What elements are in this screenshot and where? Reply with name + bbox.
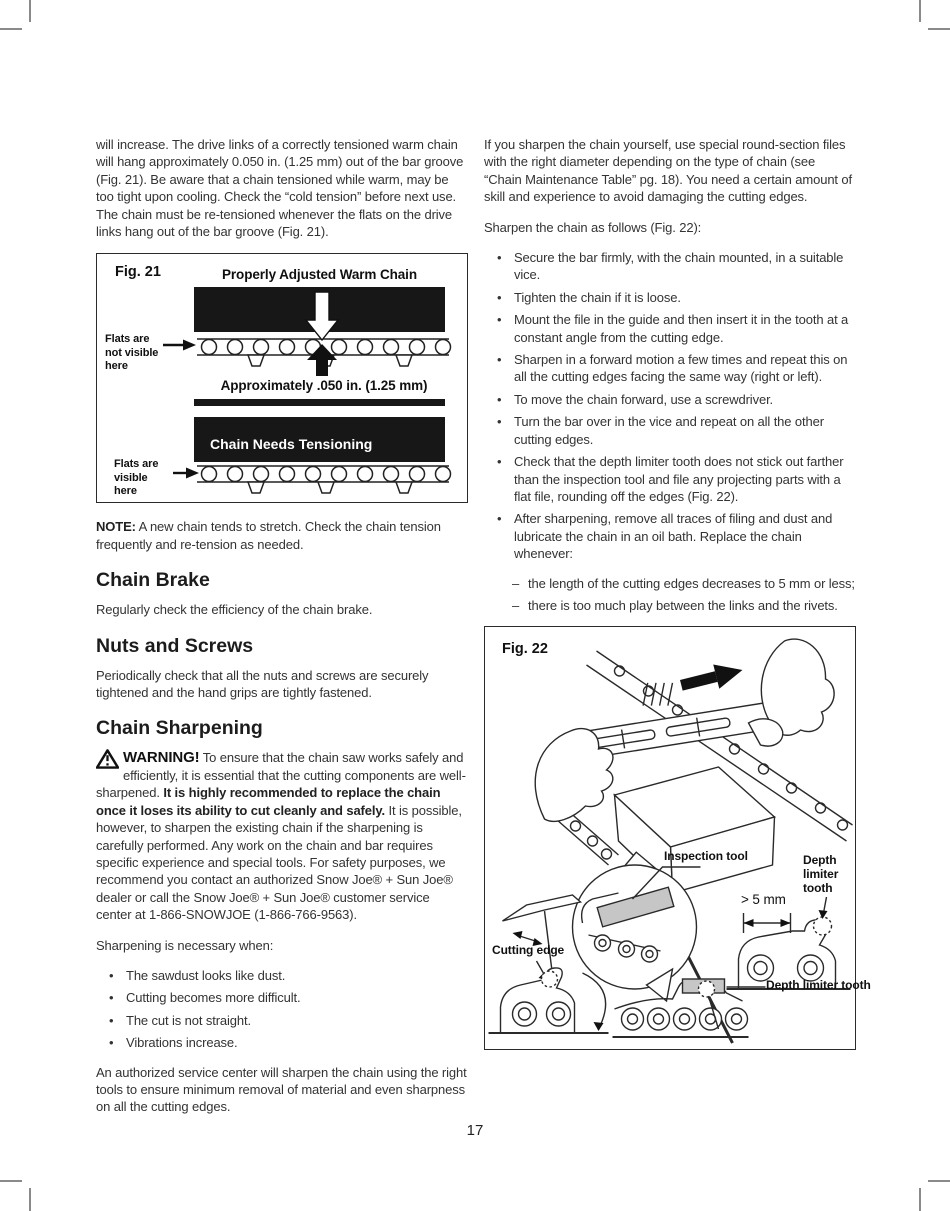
list-item: – the length of the cutting edges decreases to 5 mm or less; (484, 575, 856, 592)
list-item: – there is too much play between the links and the rivets. (484, 597, 856, 614)
list-item: • To move the chain forward, use a screwdriver. (484, 391, 856, 408)
left-column (96, 136, 468, 1129)
page-number: 17 (466, 1122, 484, 1139)
list-item: • After sharpening, remove all traces of filing and dust and lubricate the chain in an oil bath. Replace the chain whenever: (484, 510, 856, 562)
list-item: • Mount the file in the guide and then insert it in the tooth at a constant angle from the cutting edge. (484, 311, 856, 346)
list-item: • The sawdust looks like dust. (96, 967, 468, 984)
figure-22 (484, 626, 871, 1050)
replace-chain-conditions (484, 575, 856, 615)
warning-text: To ensure that the chain saw works safely and efficiently, it is essential that the cutting components are well-sharpened. (96, 750, 466, 801)
sharpening-outro: An authorized service center will sharpen the chain using the right tools to ensure minimum removal of material and even sharpness on all the cutting edges. (96, 1064, 467, 1115)
motion-arrow (678, 658, 745, 697)
fig22-inspection-tool-label: Inspection tool (664, 849, 748, 864)
fig22-cutting-edge-label: Cutting edge (492, 943, 565, 958)
right-hand (749, 639, 835, 746)
crop-mark-top-left-h (0, 28, 22, 30)
paragraph-tension: will increase. The drive links of a correctly tensioned warm chain will hang approximately 0.050 in. (1.25 mm) out of the bar groove (Fig. 21). Be aware that a chain tensioned while warm, may be too tight upon cooling. Check the “cold tension” before next use. The chain must be re-tensioned whenever the flats on the drive links hang out of the bar groove (Fig. 21). (96, 137, 464, 240)
crop-mark-bottom-right-v (919, 1188, 921, 1211)
fig21-measurement: Approximately .050 in. (1.25 mm) (220, 378, 428, 394)
crop-mark-top-right-h (928, 28, 950, 30)
file-cross-section (503, 895, 581, 975)
nuts-screws-body: Periodically check that all the nuts and screws are securely tightened and the hand grips are tightly fastened. (96, 667, 429, 701)
heading-nuts-screws: Nuts and Screws (96, 634, 254, 657)
fig21-title: Properly Adjusted Warm Chain (222, 267, 417, 283)
list-item: • Check that the depth limiter tooth does not stick out farther than the inspection tool and file any projecting parts with a flat file, rounding off the edges (Fig. 22). (484, 453, 856, 505)
sharpen-follows-intro: Sharpen the chain as follows (Fig. 22): (484, 219, 702, 235)
callout-arrow-bottom (173, 468, 199, 479)
list-item: • Cutting becomes more difficult. (96, 989, 468, 1006)
list-item: • Secure the bar firmly, with the chain mounted, in a suitable vice. (484, 249, 856, 284)
list-item: • Sharpen in a forward motion a few times and repeat this on all the cutting edges facing the same way (right or left). (484, 351, 856, 386)
crop-mark-top-right-v (919, 0, 921, 22)
fig21-band-label: Chain Needs Tensioning (210, 436, 373, 453)
fig22-depth-limiter-label-right: Depth limiter tooth (803, 853, 839, 896)
note-text: A new chain tends to stretch. Check the chain tension frequently and re-tension as needed. (96, 519, 441, 552)
fig22-label: Fig. 22 (502, 641, 548, 658)
warning-rest-text: It is possible, however, to sharpen the existing chain if the sharpening is carefully performed. Any work on the chain and bar requires specific experience and special tools. For safety purposes, we recommend you contact an authorized Snow Joe® + Sun Joe® dealer or call the Snow Joe® + Sun Joe® customer service center at 1-866-SNOWJOE (1-866-766-9563). (96, 802, 462, 923)
warning-icon (96, 749, 119, 773)
figure-21 (96, 253, 468, 503)
warning-label: WARNING! (123, 749, 200, 767)
crop-mark-bottom-right-h (928, 1180, 950, 1182)
note-paragraph (96, 518, 468, 553)
list-item: • Vibrations increase. (96, 1034, 468, 1051)
separator-bar (194, 399, 445, 406)
chain-row-bottom (197, 466, 451, 493)
crop-mark-top-left-v (29, 0, 31, 22)
warning-bold-text: It is highly recommended to replace the chain once it loses its ability to cut cleanly and safely. (96, 785, 441, 818)
warning-paragraph (96, 749, 468, 923)
crop-mark-bottom-left-v (29, 1188, 31, 1211)
fig21-label: Fig. 21 (115, 264, 161, 281)
list-item: • Tighten the chain if it is loose. (484, 289, 856, 306)
sharpening-necessary-intro: Sharpening is necessary when: (96, 937, 274, 953)
chain-brake-body: Regularly check the efficiency of the chain brake. (96, 602, 373, 618)
heading-chain-brake: Chain Brake (96, 569, 210, 592)
cutter-right (727, 897, 851, 989)
sharpen-steps-list (484, 249, 856, 563)
sharpening-necessary-list (96, 967, 468, 1052)
fig21-callout-bottom: Flats are visible here (114, 458, 159, 498)
right-column (484, 136, 871, 1050)
heading-chain-sharpening: Chain Sharpening (96, 717, 263, 740)
fig21-callout-top: Flats are not visible here (105, 333, 159, 373)
magnifier (573, 865, 697, 1001)
list-item: • Turn the bar over in the vice and repeat on all the other cutting edges. (484, 413, 856, 448)
list-item: • The cut is not straight. (96, 1012, 468, 1029)
fig22-gt5mm-label: > 5 mm (741, 892, 786, 908)
fig22-depth-limiter-label-bottom: Depth limiter tooth (766, 978, 871, 993)
paragraph-sharpen-yourself: If you sharpen the chain yourself, use special round-section files with the right diameter depending on the type of chain (see “Chain Maintenance Table” pg. 18). You need a certain amount of skill and experience to avoid damaging the cutting edges. (484, 137, 853, 205)
note-label: NOTE: (96, 519, 136, 535)
crop-mark-bottom-left-h (0, 1180, 22, 1182)
